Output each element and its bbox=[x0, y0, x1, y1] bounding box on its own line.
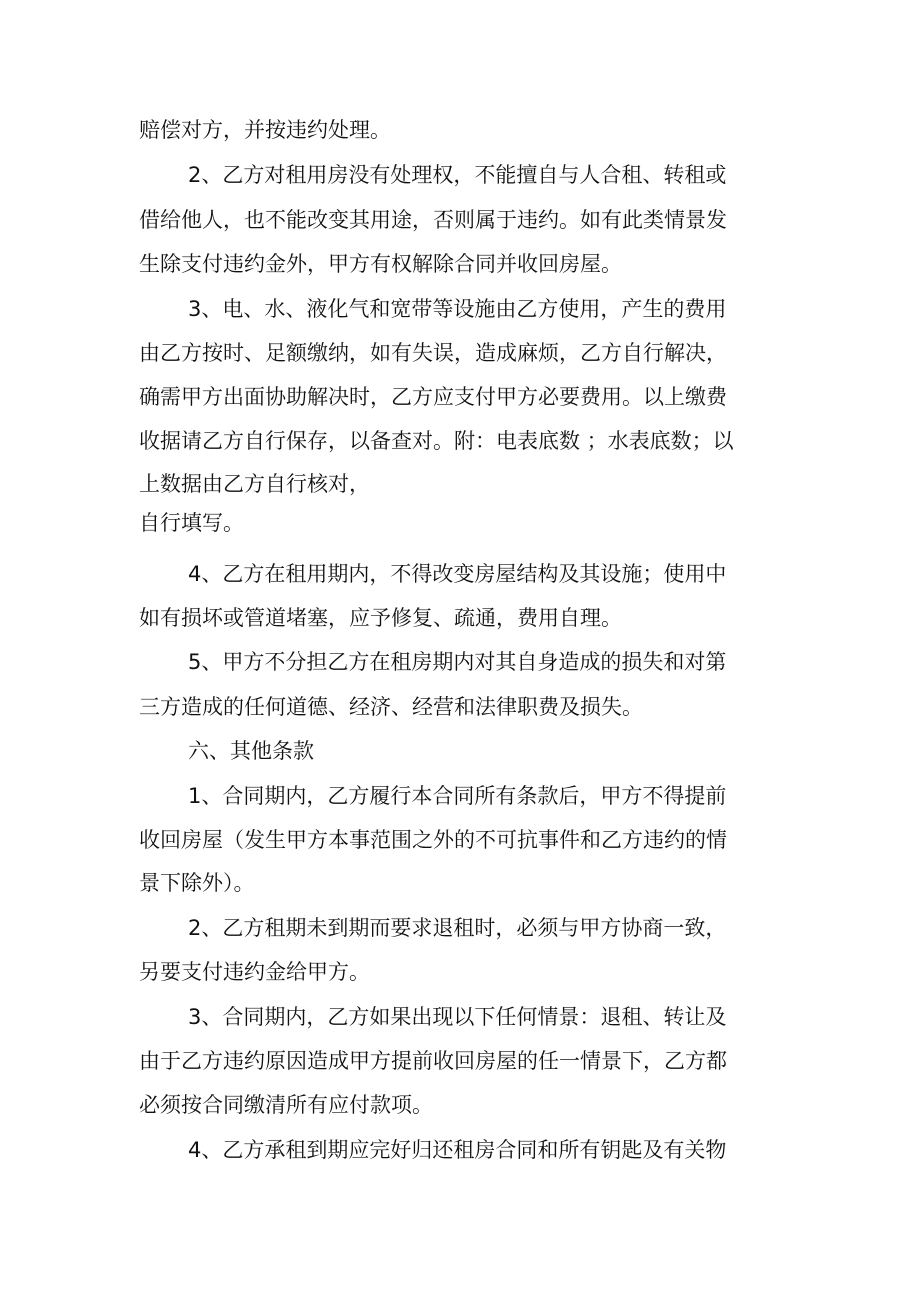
text-line: 3、电、水、液化气和宽带等设施由乙方使用，产生的费用 bbox=[188, 297, 727, 321]
text-line: 赔偿对方，并按违约处理。 bbox=[139, 118, 391, 142]
text-line: 另要支付违约金给甲方。 bbox=[139, 960, 370, 984]
text-line: 三方造成的任何道德、经济、经营和法律职费及损失。 bbox=[139, 695, 643, 719]
text-line: 4、乙方在租用期内，不得改变房屋结构及其设施；使用中 bbox=[188, 562, 727, 586]
text-line: 自行填写。 bbox=[139, 511, 244, 535]
text-line: 3、合同期内，乙方如果出现以下任何情景：退租、转让及 bbox=[188, 1005, 727, 1029]
text-line: 5、甲方不分担乙方在租房期内对其自身造成的损失和对第 bbox=[188, 650, 727, 674]
text-line: 2、乙方租期未到期而要求退租时，必须与甲方协商一致， bbox=[188, 916, 727, 940]
text-line: 2、乙方对租用房没有处理权，不能擅自与人合租、转租或 bbox=[188, 163, 727, 187]
text-line: 生除支付违约金外，甲方有权解除合同并收回房屋。 bbox=[139, 252, 622, 276]
text-line: 如有损坏或管道堵塞，应予修复、疏通，费用自理。 bbox=[139, 606, 622, 630]
text-line: 借给他人，也不能改变其用途，否则属于违约。如有此类情景发 bbox=[139, 208, 727, 232]
text-line: 景下除外）。 bbox=[139, 871, 255, 895]
section-heading: 六、其他条款 bbox=[188, 739, 314, 763]
text-line: 由于乙方违约原因造成甲方提前收回房屋的任一情景下，乙方都 bbox=[139, 1049, 727, 1073]
text-line: 1、合同期内，乙方履行本合同所有条款后，甲方不得提前 bbox=[188, 784, 727, 808]
text-line: 由乙方按时、足额缴纳，如有失误，造成麻烦，乙方自行解决， bbox=[139, 341, 727, 365]
text-line: 必须按合同缴清所有应付款项。 bbox=[139, 1093, 433, 1117]
text-line: 上数据由乙方自行核对， bbox=[139, 472, 370, 496]
text-line: 收据请乙方自行保存，以备查对。附：电表底数 ；水表底数；以 bbox=[139, 429, 734, 453]
text-line: 确需甲方出面协助解决时，乙方应支付甲方必要费用。以上缴费 bbox=[139, 385, 727, 409]
text-line: 4、乙方承租到期应完好归还租房合同和所有钥匙及有关物 bbox=[188, 1138, 727, 1162]
text-line: 收回房屋（发生甲方本事范围之外的不可抗事件和乙方违约的情 bbox=[139, 828, 727, 852]
